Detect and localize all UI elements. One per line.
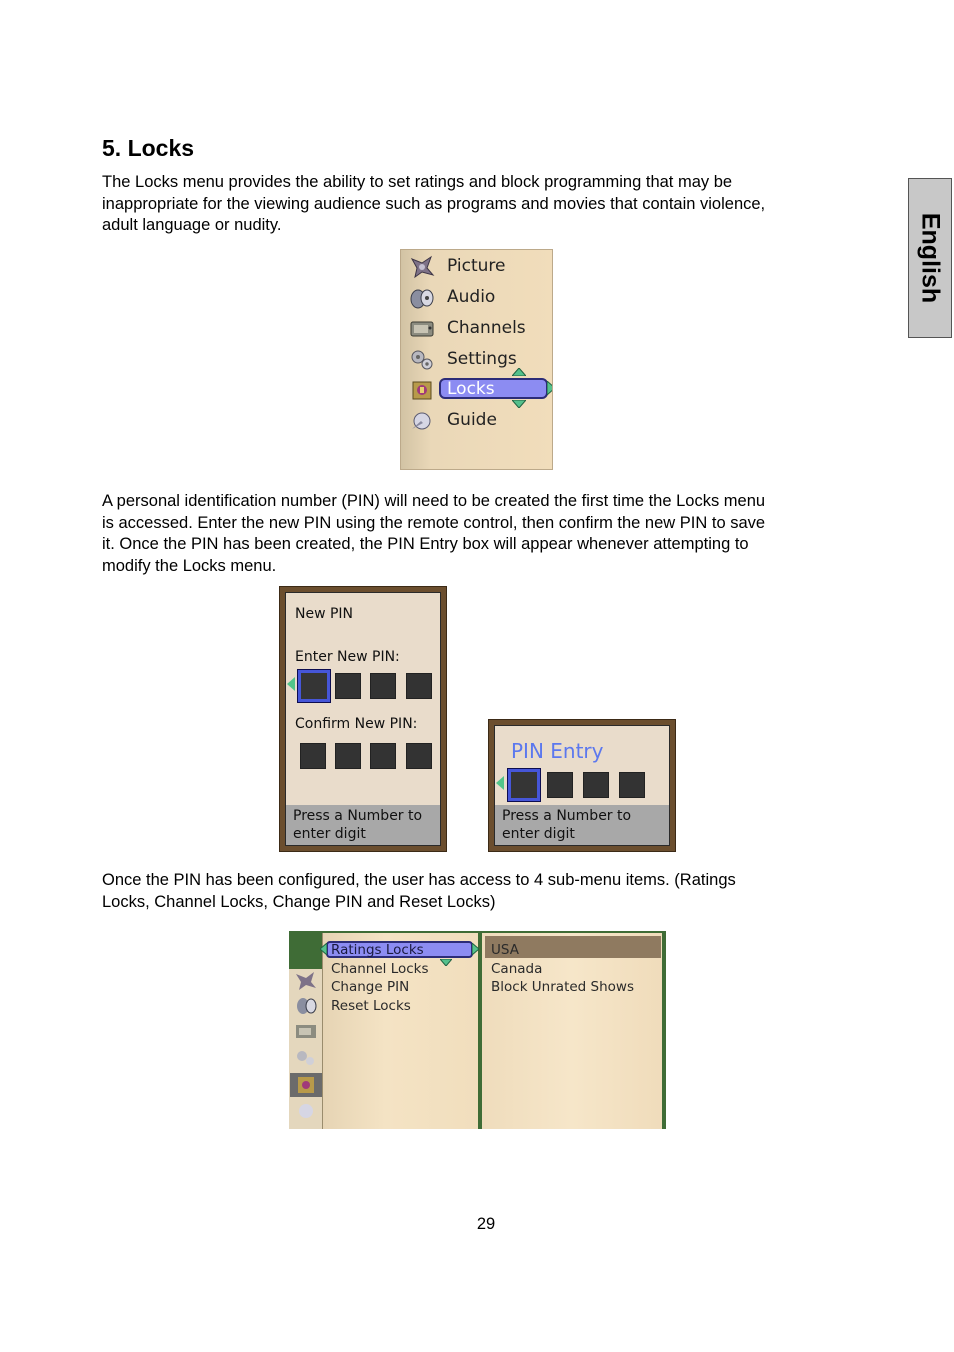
- option-canada[interactable]: Canada: [491, 961, 543, 977]
- up-arrow-icon: [512, 368, 526, 376]
- enter-pin-digit-2[interactable]: [335, 673, 361, 699]
- page-number: 29: [476, 1215, 496, 1233]
- pin-line: it. Once the PIN has been created, the PIN Entry box will appear whenever attempting to: [102, 535, 749, 553]
- guide-icon: [409, 409, 435, 433]
- menu-item-picture[interactable]: Picture: [401, 252, 553, 282]
- left-arrow-icon: [287, 677, 295, 691]
- section-title: 5. Locks: [102, 135, 195, 161]
- confirm-pin-digit-1[interactable]: [300, 743, 326, 769]
- confirm-pin-digit-3[interactable]: [370, 743, 396, 769]
- pin-entry-dialog: [488, 719, 676, 852]
- main-menu-screenshot: [400, 249, 553, 470]
- confirm-pin-digit-2[interactable]: [335, 743, 361, 769]
- locks-icon: [294, 1075, 318, 1095]
- menu-icon-strip: [289, 969, 323, 1129]
- settings-icon: [409, 348, 435, 372]
- picture-icon: [409, 255, 435, 279]
- option-usa[interactable]: USA: [491, 942, 519, 958]
- down-arrow-icon: [440, 959, 452, 966]
- pin-entry-digit-3[interactable]: [583, 772, 609, 798]
- new-pin-title: New PIN: [295, 606, 354, 622]
- submenu-line: Once the PIN has been configured, the user has access to 4 sub-menu items. (Ratings: [102, 871, 736, 889]
- submenu-line: Locks, Channel Locks, Change PIN and Reset Locks): [102, 892, 496, 911]
- settings-icon: [294, 1048, 318, 1068]
- locks-submenu-screenshot: [289, 931, 666, 1129]
- submenu-item-change-pin[interactable]: Change PIN: [331, 979, 410, 995]
- language-tab-label: English: [916, 212, 945, 304]
- channels-icon: [409, 317, 435, 341]
- right-arrow-icon: [547, 381, 553, 395]
- enter-pin-digit-4[interactable]: [406, 673, 432, 699]
- pin-entry-panel: [494, 725, 670, 846]
- new-pin-hint: Press a Number to enter digit: [286, 805, 440, 845]
- intro-line: inappropriate for the viewing audience such as programs and movies that contain violence,: [102, 194, 766, 213]
- right-arrow-icon: [472, 943, 479, 955]
- guide-icon: [294, 1101, 318, 1121]
- submenu-paragraph: [102, 870, 862, 913]
- submenu-item-channel-locks[interactable]: Channel Locks: [331, 961, 429, 977]
- pin-line: A personal identification number (PIN) will need to be created the first time the Locks menu: [102, 492, 766, 510]
- menu-item-settings[interactable]: Settings: [401, 345, 553, 375]
- confirm-new-pin-label: Confirm New PIN:: [295, 716, 418, 732]
- menu-item-locks[interactable]: Locks: [401, 375, 553, 405]
- pin-entry-title: PIN Entry: [511, 739, 604, 763]
- audio-icon: [409, 286, 435, 310]
- pin-line: modify the Locks menu.: [102, 556, 277, 575]
- locks-icon: [409, 378, 435, 402]
- submenu-item-reset-locks[interactable]: Reset Locks: [331, 998, 411, 1014]
- menu-item-guide[interactable]: Guide: [401, 406, 553, 436]
- pin-paragraph: [102, 491, 862, 577]
- left-arrow-icon: [496, 776, 504, 790]
- pin-entry-digit-1[interactable]: [508, 769, 540, 801]
- intro-line: adult language or nudity.: [102, 216, 282, 234]
- menu-item-audio[interactable]: Audio: [401, 283, 553, 313]
- menu-item-channels[interactable]: Channels: [401, 314, 553, 344]
- new-pin-dialog: [279, 586, 447, 852]
- picture-icon: [294, 971, 318, 991]
- pin-line: is accessed. Enter the new PIN using the remote control, then confirm the new PIN to save: [102, 513, 766, 532]
- submenu-item-ratings-locks[interactable]: Ratings Locks: [331, 942, 424, 958]
- confirm-pin-digit-4[interactable]: [406, 743, 432, 769]
- language-tab: [908, 178, 952, 338]
- audio-icon: [294, 996, 318, 1016]
- left-arrow-icon: [320, 943, 327, 955]
- new-pin-panel: [285, 592, 441, 846]
- intro-paragraph: [102, 172, 862, 237]
- enter-pin-digit-3[interactable]: [370, 673, 396, 699]
- intro-line: The Locks menu provides the ability to set ratings and block programming that may be: [102, 173, 733, 191]
- pin-entry-digit-2[interactable]: [547, 772, 573, 798]
- option-block-unrated-shows[interactable]: Block Unrated Shows: [491, 979, 634, 995]
- pin-entry-hint: Press a Number to enter digit: [495, 805, 669, 845]
- channels-icon: [294, 1022, 318, 1042]
- pin-entry-digit-4[interactable]: [619, 772, 645, 798]
- enter-new-pin-label: Enter New PIN:: [295, 649, 400, 665]
- enter-pin-digit-1[interactable]: [298, 670, 330, 702]
